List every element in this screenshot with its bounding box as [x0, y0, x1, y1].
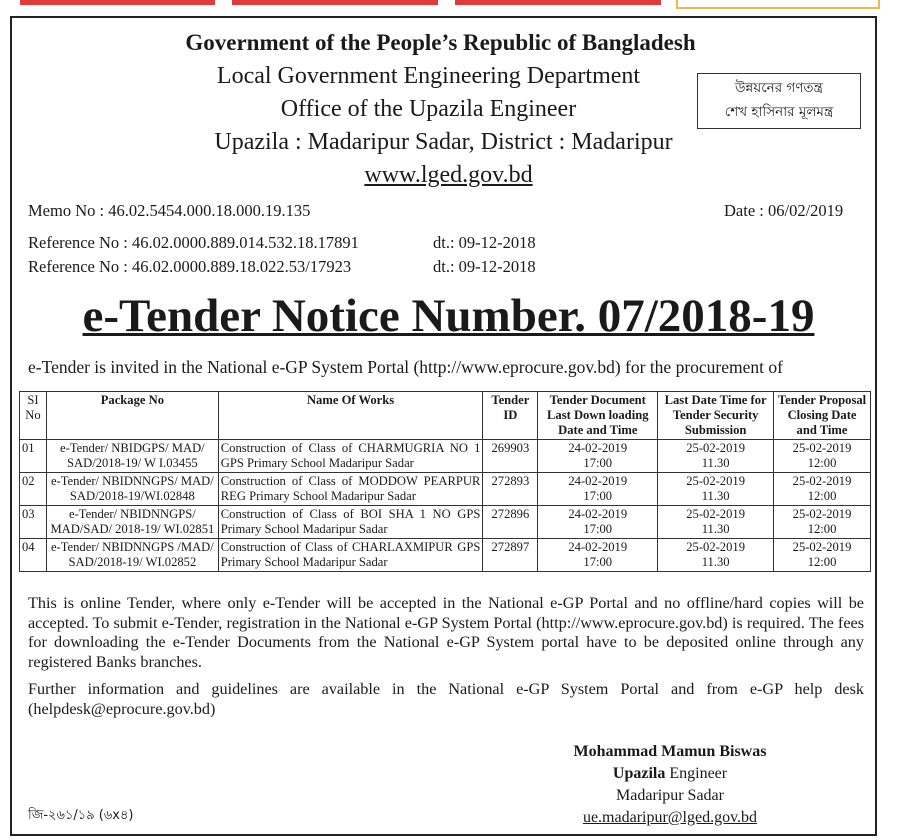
table-row [20, 440, 871, 473]
table-row [20, 539, 871, 572]
header-office: Office of the Upazila Engineer [280, 96, 577, 122]
closing-time: 12:00 [807, 456, 837, 470]
top-decoration-box [676, 0, 880, 9]
instructions-paragraph: This is online Tender, where only e-Tender will be accepted in the National e-GP Portal and no offline/hard copies will be accepted. To submit e-Tender, registration in the National e-GP System Portal (http://www.eprocure.gov.bd) is required. The fees for downloading the e-Tender Documents from the National e-GP System portal have to be deposited online through any registered Banks branches. [28, 594, 864, 671]
slogan-line-2: শেখ হাসিনার মূলমন্ত্র [724, 104, 834, 120]
doc-time: 17:00 [583, 522, 613, 536]
cell-security-date [658, 539, 774, 572]
cell-tender-id: 269903 [483, 440, 538, 473]
security-time: 11.30 [701, 522, 730, 536]
col-header-sl: SI No [20, 392, 47, 440]
cell-works: Construction of Class of CHARMUGRIA NO 1 GPS Primary School Madaripur Sadar [218, 440, 483, 473]
cell-sl: 03 [20, 506, 47, 539]
cell-doc-date [538, 440, 658, 473]
cell-package: e-Tender/ NBIDNNGPS /MAD/ SAD/2018-19/ WI.02852 [46, 539, 218, 572]
doc-date: 24-02-2019 [568, 441, 628, 455]
doc-time: 17:00 [583, 555, 613, 569]
closing-time: 12:00 [807, 555, 837, 569]
cell-package: e-Tender/ NBIDGPS/ MAD/ SAD/2018-19/ W I.03455 [46, 440, 218, 473]
website-link[interactable]: www.lged.gov.bd [364, 162, 533, 188]
closing-date: 25-02-2019 [792, 474, 852, 488]
signatory-designation [520, 763, 820, 785]
signatory-name: Mohammad Mamun Biswas [573, 743, 767, 760]
cell-closing-date [774, 539, 871, 572]
cell-closing-date [774, 506, 871, 539]
notice-title [0, 289, 897, 343]
cell-tender-id: 272896 [483, 506, 538, 539]
closing-time: 12:00 [807, 489, 837, 503]
security-date: 25-02-2019 [686, 507, 745, 521]
tender-table [19, 391, 871, 572]
cell-tender-id: 272897 [483, 539, 538, 572]
cell-security-date [658, 473, 774, 506]
cell-works: Construction of Class of CHARLAXMIPUR GPS Primary School Madaripur Sadar [218, 539, 483, 572]
memo-date: Date : 06/02/2019 [724, 201, 844, 220]
cell-works: Construction of Class of MODDOW PEARPUR REG Primary School Madaripur Sadar [218, 473, 483, 506]
memo-number: Memo No : 46.02.5454.000.18.000.19.135 [28, 201, 311, 220]
header-government: Government of the People’s Republic of Bangladesh [185, 30, 696, 55]
cell-tender-id: 272893 [483, 473, 538, 506]
cell-doc-date [538, 506, 658, 539]
security-date: 25-02-2019 [686, 474, 745, 488]
top-decoration-bar [20, 0, 215, 5]
slogan-line-1: উন্নয়নের গণতন্ত্র [735, 80, 823, 96]
top-decoration-bar [232, 0, 438, 5]
cell-sl: 04 [20, 539, 47, 572]
col-header-package: Package No [46, 392, 218, 440]
doc-date: 24-02-2019 [568, 507, 628, 521]
helpdesk-paragraph: Further information and guidelines are available in the National e-GP System Portal and from e-GP help desk (helpdesk@eprocure.gov.bd) [28, 680, 864, 718]
security-time: 11.30 [701, 489, 730, 503]
doc-date: 24-02-2019 [568, 540, 628, 554]
reference-1-date: dt.: 09-12-2018 [433, 233, 536, 252]
closing-time: 12:00 [807, 522, 837, 536]
reference-2: Reference No : 46.02.0000.889.18.022.53/17923 [28, 257, 352, 276]
table-header-row [20, 392, 871, 440]
intro-text: e-Tender is invited in the National e-GP System Portal (http://www.eprocure.gov.bd) for the procurement of [28, 357, 783, 377]
doc-time: 17:00 [583, 456, 613, 470]
security-date: 25-02-2019 [686, 441, 745, 455]
signatory-office: Madaripur Sadar [616, 787, 724, 804]
col-header-doc-date: Tender Document Last Down loading Date and Time [538, 392, 658, 440]
table-row [20, 506, 871, 539]
reference-1: Reference No : 46.02.0000.889.014.532.18.17891 [28, 233, 359, 252]
signatory-email[interactable]: ue.madaripur@lged.gov.bd [582, 809, 758, 826]
doc-time: 17:00 [583, 489, 613, 503]
closing-date: 25-02-2019 [792, 540, 852, 554]
closing-date: 25-02-2019 [792, 441, 852, 455]
header-website[interactable] [0, 162, 897, 189]
top-decoration-bar [455, 0, 661, 5]
designation-rest: Engineer [665, 765, 728, 782]
cell-package: e-Tender/ NBIDNNGPS/ MAD/ SAD/2018-19/WI.02848 [46, 473, 218, 506]
cell-closing-date [774, 440, 871, 473]
col-header-works: Name Of Works [218, 392, 483, 440]
closing-date: 25-02-2019 [792, 507, 852, 521]
col-header-tender-id: Tender ID [483, 392, 538, 440]
signature-block [520, 741, 820, 829]
footer-code: জি-২৬১/১৯ (৬x৪) [28, 808, 134, 823]
col-header-security-date: Last Date Time for Tender Security Submission [658, 392, 774, 440]
cell-sl: 01 [20, 440, 47, 473]
cell-security-date [658, 506, 774, 539]
table-row [20, 473, 871, 506]
cell-package: e-Tender/ NBIDNNGPS/ MAD/SAD/ 2018-19/ WI.02851 [46, 506, 218, 539]
security-time: 11.30 [701, 555, 730, 569]
security-time: 11.30 [701, 456, 730, 470]
slogan-box [697, 73, 861, 129]
header-department: Local Government Engineering Department [216, 63, 641, 89]
notice-title-text: e-Tender Notice Number. 07/2018-19 [82, 290, 815, 342]
cell-sl: 02 [20, 473, 47, 506]
doc-date: 24-02-2019 [568, 474, 628, 488]
header-location: Upazila : Madaripur Sadar, District : Madaripur [214, 129, 673, 155]
reference-2-date: dt.: 09-12-2018 [433, 257, 536, 276]
designation-bold: Upazila [612, 765, 666, 782]
security-date: 25-02-2019 [686, 540, 745, 554]
cell-security-date [658, 440, 774, 473]
cell-doc-date [538, 473, 658, 506]
cell-closing-date [774, 473, 871, 506]
col-header-closing-date: Tender Proposal Closing Date and Time [774, 392, 871, 440]
cell-doc-date [538, 539, 658, 572]
cell-works: Construction of Class of BOI SHA 1 NO GPS Primary School Madaripur Sadar [218, 506, 483, 539]
